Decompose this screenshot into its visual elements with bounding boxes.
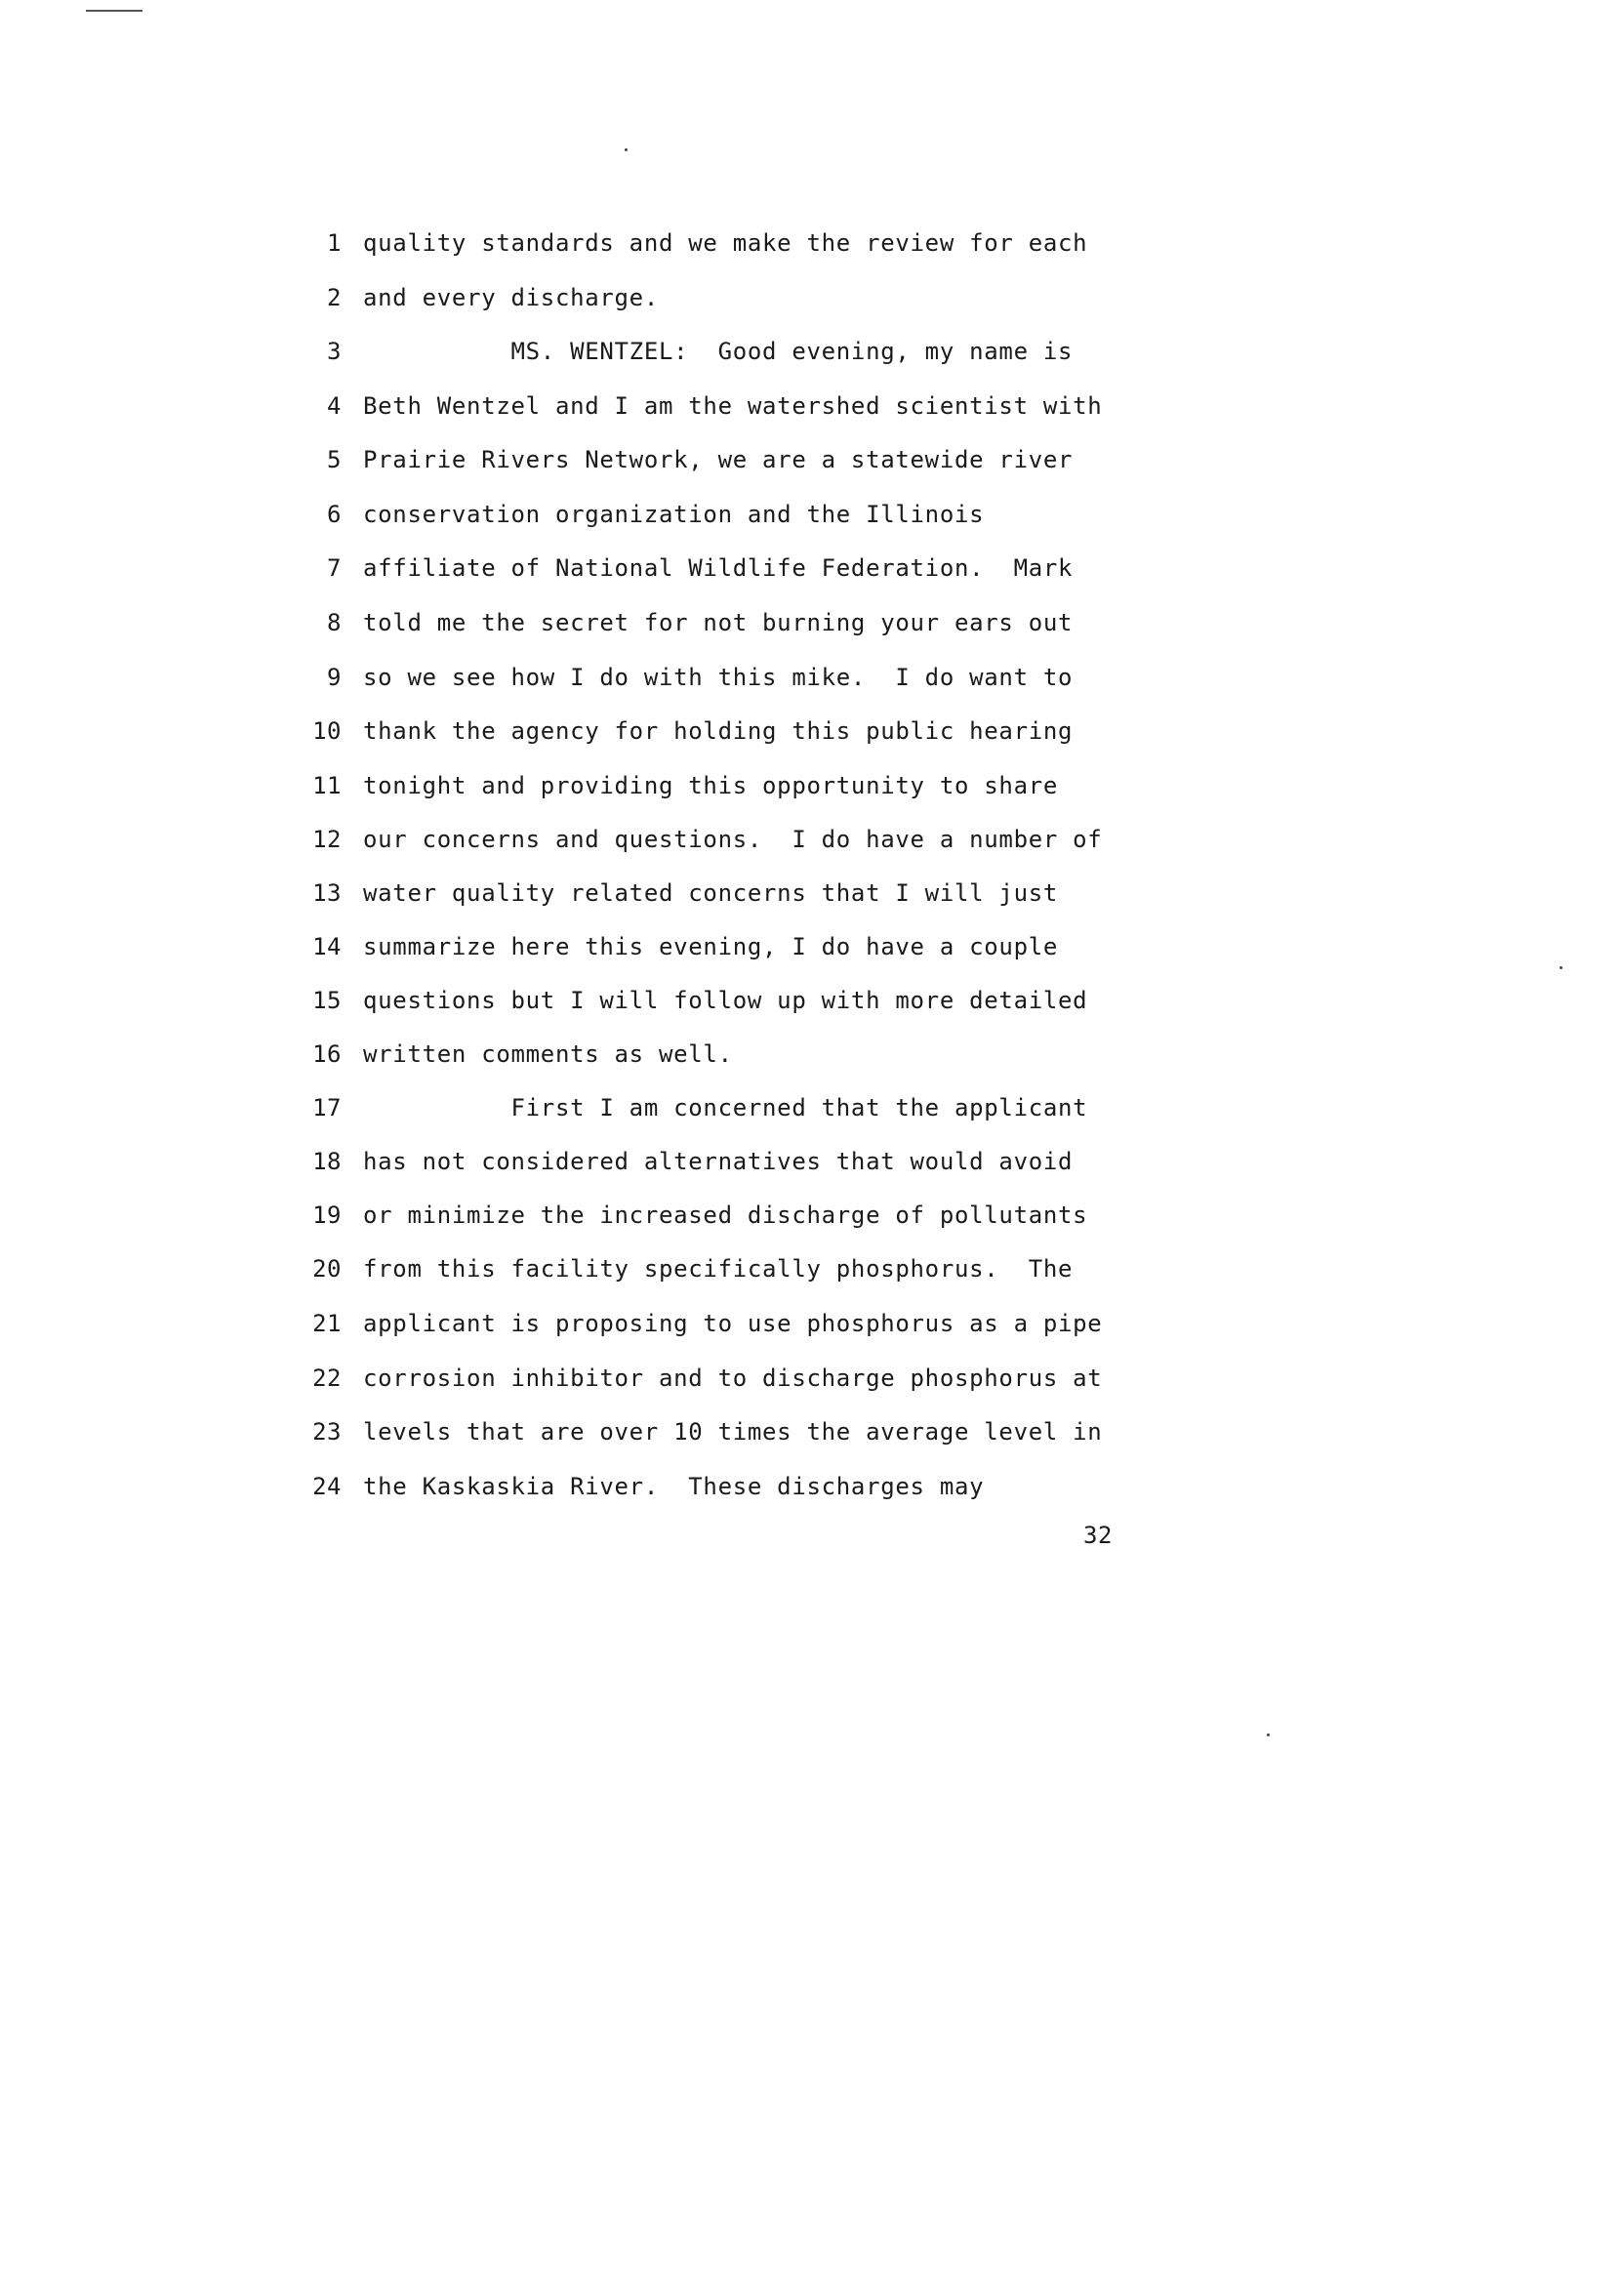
line-number: 9 (327, 664, 342, 691)
line-number: 8 (327, 609, 342, 636)
top-edge-rule (86, 10, 142, 12)
transcript-line (0, 224, 1624, 263)
line-number: 17 (312, 1094, 342, 1121)
line-number: 16 (312, 1040, 342, 1068)
line-number: 11 (312, 772, 342, 799)
line-number: 20 (312, 1255, 342, 1283)
line-number: 10 (312, 717, 342, 745)
line-text: quality standards and we make the review for each (363, 229, 1088, 257)
line-text: Prairie Rivers Network, we are a statewide river (363, 446, 1074, 473)
line-text: so we see how I do with this mike. I do want to (363, 664, 1074, 691)
line-text: corrosion inhibitor and to discharge phosphorus at (363, 1365, 1103, 1392)
line-text: written comments as well. (363, 1040, 733, 1068)
line-number: 18 (312, 1148, 342, 1175)
line-text: summarize here this evening, I do have a couple (363, 933, 1059, 960)
line-text: from this facility specifically phosphorus. The (363, 1255, 1074, 1283)
line-text: MS. WENTZEL: Good evening, my name is (363, 338, 1074, 365)
transcript-line (0, 1196, 1624, 1235)
transcript-line (0, 278, 1624, 317)
page-number: 32 (1083, 1522, 1113, 1549)
line-number: 23 (312, 1418, 342, 1446)
transcript-line (0, 874, 1624, 913)
transcript-line (0, 1088, 1624, 1127)
transcript-line (0, 712, 1624, 751)
line-text: affiliate of National Wildlife Federation. Mark (363, 554, 1074, 582)
transcript-line (0, 766, 1624, 805)
line-number: 14 (312, 933, 342, 960)
transcript-line (0, 387, 1624, 426)
line-text: applicant is proposing to use phosphorus as a pipe (363, 1310, 1103, 1337)
line-text: thank the agency for holding this public hearing (363, 717, 1074, 745)
line-text: has not considered alternatives that would avoid (363, 1148, 1074, 1175)
line-text: First I am concerned that the applicant (363, 1094, 1088, 1121)
transcript-line (0, 658, 1624, 697)
line-number: 6 (327, 501, 342, 528)
transcript-line (0, 1304, 1624, 1343)
transcript-line (0, 1142, 1624, 1181)
transcript-line (0, 1359, 1624, 1398)
line-number: 15 (312, 987, 342, 1014)
transcript-line (0, 549, 1624, 588)
line-text: levels that are over 10 times the average level in (363, 1418, 1103, 1446)
line-text: our concerns and questions. I do have a number of (363, 826, 1103, 853)
line-text: questions but I will follow up with more detailed (363, 987, 1088, 1014)
line-number: 24 (312, 1473, 342, 1500)
line-number: 7 (327, 554, 342, 582)
line-text: conservation organization and the Illinois (363, 501, 985, 528)
transcript-line (0, 1035, 1624, 1074)
line-number: 21 (312, 1310, 342, 1337)
transcript-line (0, 440, 1624, 479)
line-number: 19 (312, 1202, 342, 1229)
line-text: water quality related concerns that I will just (363, 879, 1059, 907)
transcript-line (0, 1467, 1624, 1506)
line-text: tonight and providing this opportunity to share (363, 772, 1059, 799)
line-text: told me the secret for not burning your ears out (363, 609, 1074, 636)
line-number: 3 (327, 338, 342, 365)
transcript-line (0, 927, 1624, 966)
scan-speck (1560, 966, 1563, 969)
line-text: the Kaskaskia River. These discharges may (363, 1473, 985, 1500)
line-text: and every discharge. (363, 284, 659, 311)
line-number: 12 (312, 826, 342, 853)
transcript-line (0, 603, 1624, 642)
scan-speck (1267, 1733, 1270, 1736)
transcript-line (0, 495, 1624, 534)
line-number: 13 (312, 879, 342, 907)
line-number: 4 (327, 392, 342, 420)
line-number: 22 (312, 1365, 342, 1392)
transcript-line (0, 820, 1624, 859)
transcript-line (0, 1249, 1624, 1288)
line-number: 2 (327, 284, 342, 311)
scan-speck (625, 148, 628, 151)
transcript-line (0, 981, 1624, 1020)
line-text: Beth Wentzel and I am the watershed scientist with (363, 392, 1103, 420)
transcript-line (0, 1412, 1624, 1451)
line-number: 1 (327, 229, 342, 257)
transcript-line (0, 332, 1624, 371)
line-text: or minimize the increased discharge of pollutants (363, 1202, 1088, 1229)
line-number: 5 (327, 446, 342, 473)
